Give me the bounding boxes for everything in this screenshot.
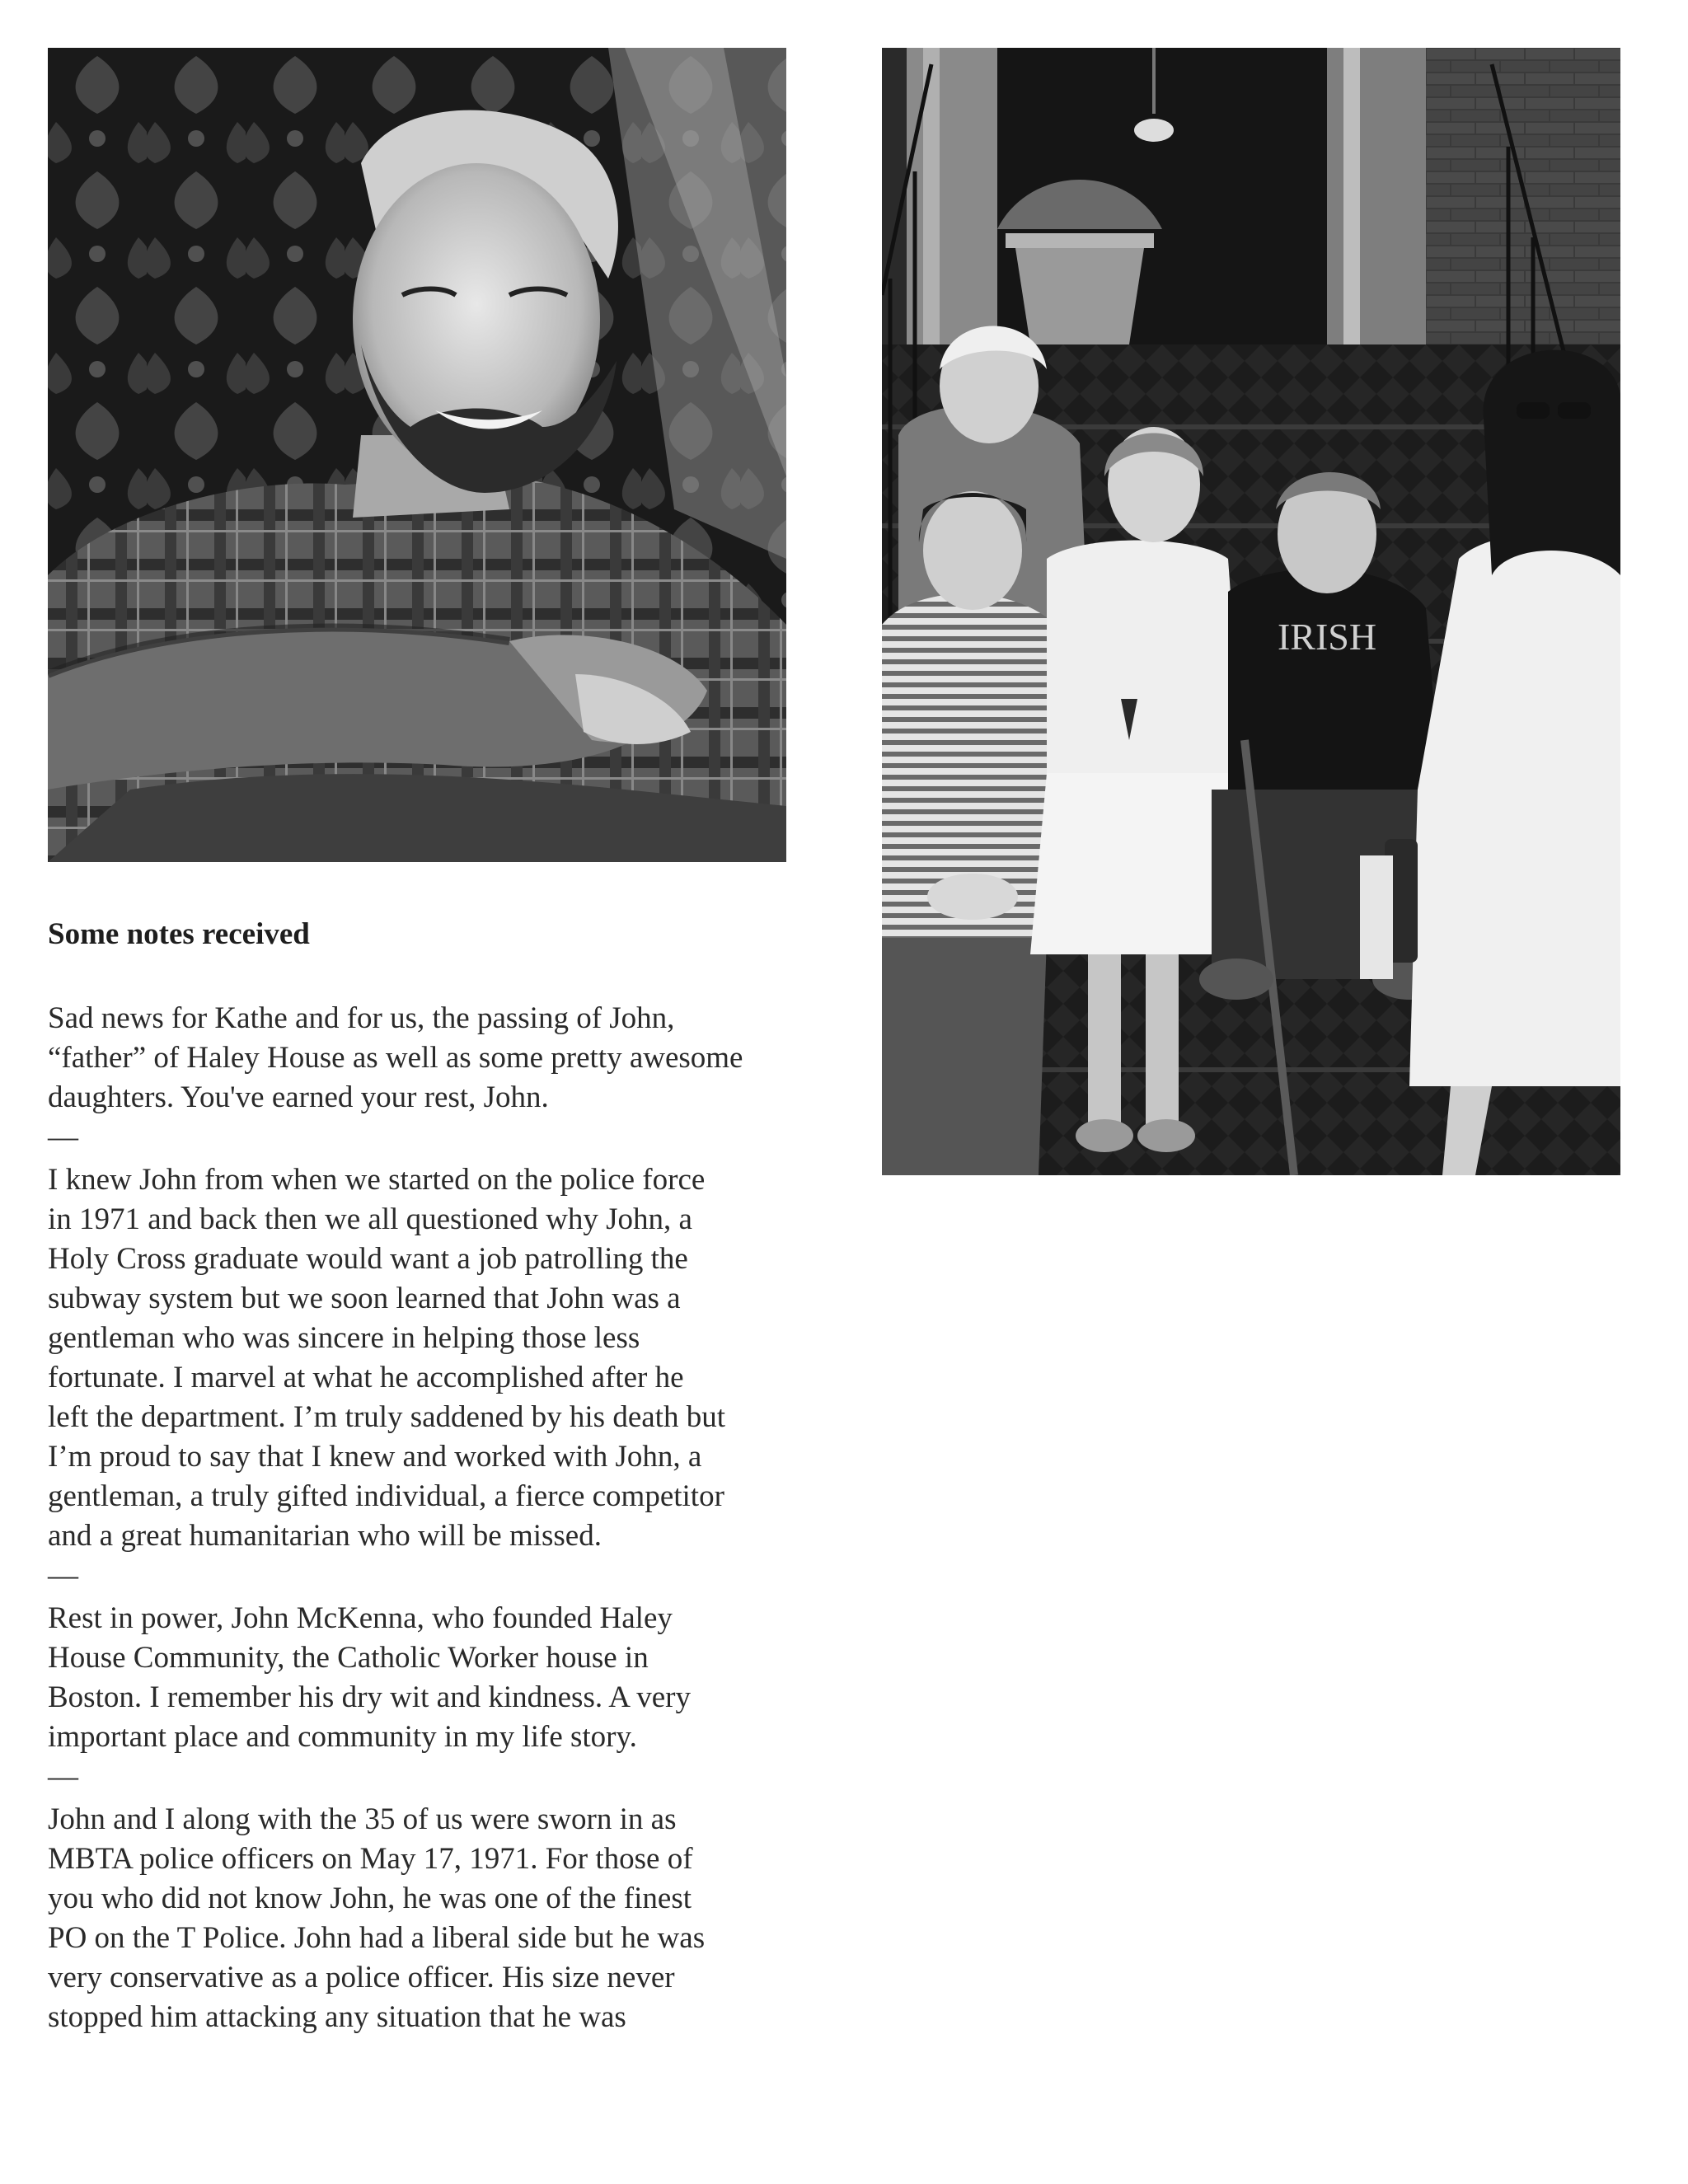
note-separator: — bbox=[48, 1120, 78, 1154]
note-2: I knew John from when we started on the police force in 1971 and back then we all questioned why John, a Holy Cross graduate would want a job patrolling the subway system but we soon learned that John was a gentleman who was sincere in helping those less fortunate. I marvel at what he accomplished after he left the department. I’m truly saddened by his death but I’m proud to say that I knew and worked with John, a gentleman, a truly gifted individual, a fierce competitor and a great humanitarian who will be missed. bbox=[48, 1163, 725, 1553]
notes-column bbox=[48, 913, 790, 2037]
portrait-photo-illustration bbox=[48, 48, 786, 862]
note-4: John and I along with the 35 of us were sworn in as MBTA police officers on May 17, 1971. For those of you who did not know John, he was one of the finest PO on the T Police. John had a liberal side but he was very conservative as a police officer. His size never stopped him attacking any situation that he was bbox=[48, 1802, 706, 2034]
note-separator: — bbox=[48, 1558, 78, 1592]
section-heading: Some notes received bbox=[48, 917, 310, 951]
group-photo-illustration bbox=[882, 48, 1620, 1175]
note-3: Rest in power, John McKenna, who founded Haley House Community, the Catholic Worker house in Boston. I remember his dry wit and kindness. A very important place and community in my life story. bbox=[48, 1601, 691, 1754]
shirt-text: IRISH bbox=[1277, 616, 1377, 658]
group-photo bbox=[882, 48, 1620, 1175]
note-1: Sad news for Kathe and for us, the passing of John, “father” of Haley House as well as some pretty awesome daughters. You've earned your rest, John. bbox=[48, 1001, 743, 1114]
portrait-photo bbox=[48, 48, 786, 862]
note-separator: — bbox=[48, 1760, 78, 1793]
